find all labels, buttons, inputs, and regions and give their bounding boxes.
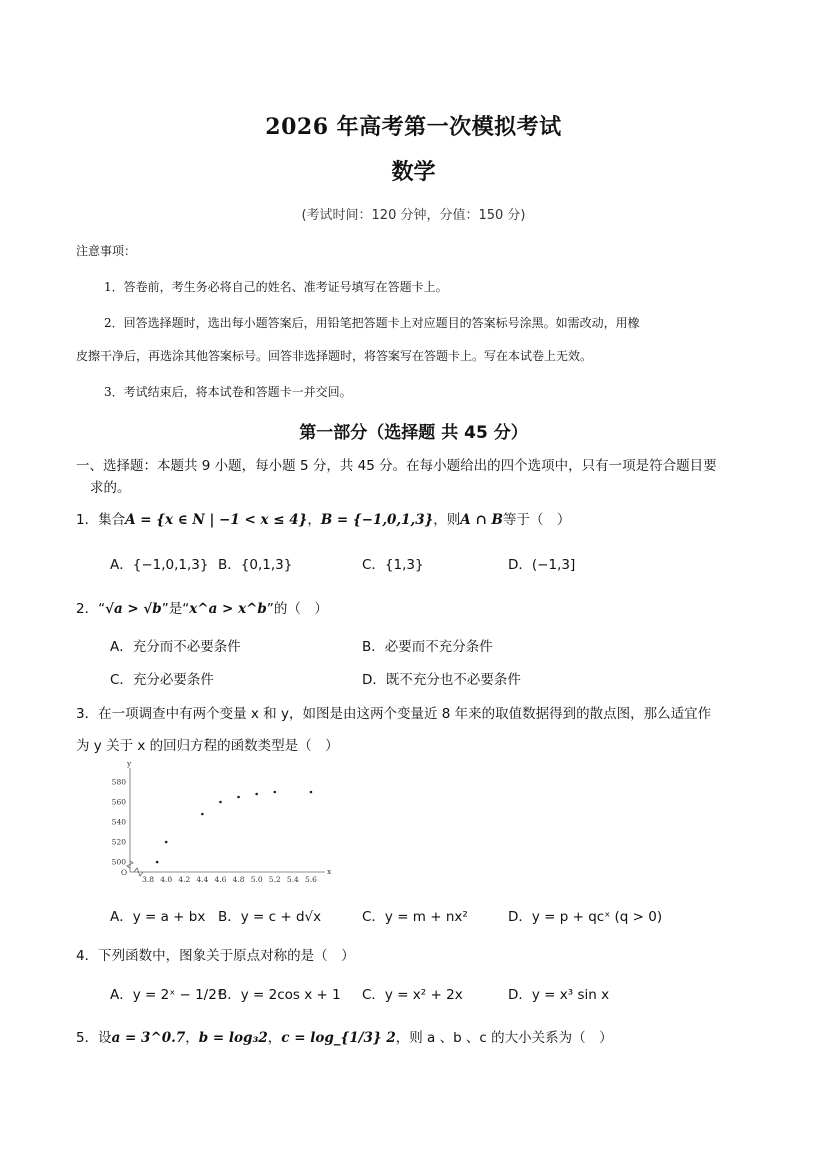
q4-option-c: C．y = x² + 2x	[362, 987, 463, 1003]
q3-option-d-text: D．y = p + qcˣ (q > 0)	[508, 909, 663, 925]
y-tick-label: 540	[111, 817, 126, 827]
x-tick-label: 4.0	[160, 875, 173, 884]
x-tick-label: 4.2	[178, 875, 191, 884]
q1-number: 1．	[76, 512, 99, 528]
q2-cond-2: x^a > x^b	[189, 601, 267, 617]
exam-time-info: (考试时间：120 分钟，分值：150 分)	[301, 208, 526, 223]
q1-ask: 等于（ ）	[502, 512, 571, 528]
q1-sep: ，	[307, 512, 321, 528]
question-3-line-2: 为 y 关于 x 的回归方程的函数类型是（ ）	[76, 738, 339, 754]
q5-b: b = log₃2	[198, 1030, 268, 1046]
q1-then: ，则	[433, 512, 461, 528]
q2-mid: ”是“	[161, 601, 190, 617]
x-tick-label: 4.4	[196, 875, 209, 884]
q3-option-c-text: C．y = m + nx²	[362, 909, 468, 925]
section-instructions-cont: 求的。	[90, 480, 131, 496]
exam-title: 2026 年高考第一次模拟考试	[265, 114, 562, 140]
q1-option-a: A．{−1,0,1,3}	[110, 557, 209, 573]
note-item-2-cont: 皮擦干净后，再选涂其他答案标号。回答非选择题时，将答案写在答题卡上。写在本试卷上无效。	[76, 349, 593, 363]
q1-set-a: A = {x ∈ N | −1 < x ≤ 4}	[125, 512, 308, 528]
x-tick-label: 5.2	[268, 875, 281, 884]
x-axis-label: x	[327, 867, 332, 876]
x-tick-label: 5.6	[304, 875, 317, 884]
question-2	[76, 597, 328, 617]
x-tick-label: 5.0	[250, 875, 263, 884]
q4-option-d: D．y = x³ sin x	[508, 987, 610, 1003]
q3-option-b-text: B．y = c + d√x	[218, 909, 322, 925]
x-tick-label: 4.6	[214, 875, 227, 884]
scatter-point	[237, 796, 240, 799]
notes-heading: 注意事项：	[76, 244, 137, 258]
q4-option-b: B．y = 2cos x + 1	[218, 987, 341, 1003]
q1-option-b: B．{0,1,3}	[218, 557, 293, 573]
y-tick-label: 520	[111, 837, 126, 847]
q5-c: c = log_{1/3} 2	[281, 1030, 396, 1046]
y-tick-label: 560	[111, 797, 126, 807]
part-title: 第一部分（选择题 共 45 分）	[299, 423, 528, 443]
q3-option-a-text: A．y = a + bx	[110, 909, 206, 925]
q1-set-b: B = {−1,0,1,3}	[320, 512, 434, 528]
q1-pre: 集合	[98, 512, 126, 528]
q1-option-c: C．{1,3}	[362, 557, 424, 573]
note-item-2: 2．回答选择题时，选出每小题答案后，用铅笔把答题卡上对应题目的答案标号涂黑。如需改动，用橡	[104, 316, 640, 330]
q3-option-d	[508, 905, 662, 925]
q5-a: a = 3^0.7	[111, 1030, 186, 1046]
q2-option-b: B．必要而不充分条件	[362, 639, 493, 655]
q3-option-c	[362, 905, 468, 925]
scatter-point	[165, 841, 168, 844]
question-4: 4．下列函数中，图象关于原点对称的是（ ）	[76, 948, 355, 964]
scatter-point	[219, 801, 222, 804]
note-item-3: 3．考试结束后，将本试卷和答题卡一并交回。	[104, 385, 352, 399]
q2-number: 2．	[76, 601, 99, 617]
scatter-point	[201, 813, 204, 816]
q2-option-c: C．充分必要条件	[110, 672, 214, 688]
q1-expr: A ∩ B	[460, 512, 503, 528]
x-tick-label: 5.4	[286, 875, 299, 884]
q1-option-d: D．(−1,3]	[508, 557, 576, 573]
y-axis-label: y	[127, 759, 132, 768]
scatter-point	[255, 793, 258, 796]
scatter-point	[310, 791, 313, 794]
q3-option-b	[218, 905, 321, 925]
q2-open: “	[98, 601, 106, 617]
origin-label: O	[121, 868, 128, 877]
question-3-line-1: 3．在一项调查中有两个变量 x 和 y，如图是由这两个变量近 8 年来的取值数据得到的散点图，那么适宜作	[76, 706, 712, 722]
q4-option-a: A．y = 2ˣ − 1/2ˣ	[110, 987, 223, 1003]
scatter-point	[273, 791, 276, 794]
section-instructions: 一、选择题：本题共 9 小题，每小题 5 分，共 45 分。在每小题给出的四个选项中，只有一项是符合题目要	[76, 458, 717, 474]
q2-end: ”的（ ）	[266, 601, 328, 617]
note-item-1: 1．答卷前，考生务必将自己的姓名、准考证号填写在答题卡上。	[104, 280, 448, 294]
q5-prefix: 5．设	[76, 1030, 112, 1046]
question-1	[76, 508, 570, 528]
x-tick-label: 3.8	[142, 875, 155, 884]
question-5: 5．设a = 3^0.7，b = log₃2，c = log_{1/3} 2，则 a 、b 、c 的大小关系为（ ）	[76, 1030, 613, 1046]
exam-subject: 数学	[391, 159, 436, 185]
q2-option-d: D．既不充分也不必要条件	[362, 672, 521, 688]
q2-cond-1: √a > √b	[105, 601, 162, 617]
q5-ask: ，则 a 、b 、c 的大小关系为（ ）	[395, 1030, 613, 1046]
scatter-point	[156, 861, 159, 864]
x-tick-label: 4.8	[232, 875, 245, 884]
q3-option-a	[110, 905, 205, 925]
y-tick-label: 500	[111, 857, 126, 867]
q2-option-a: A．充分而不必要条件	[110, 639, 241, 655]
scatter-chart	[100, 759, 332, 892]
y-tick-label: 580	[111, 777, 126, 787]
